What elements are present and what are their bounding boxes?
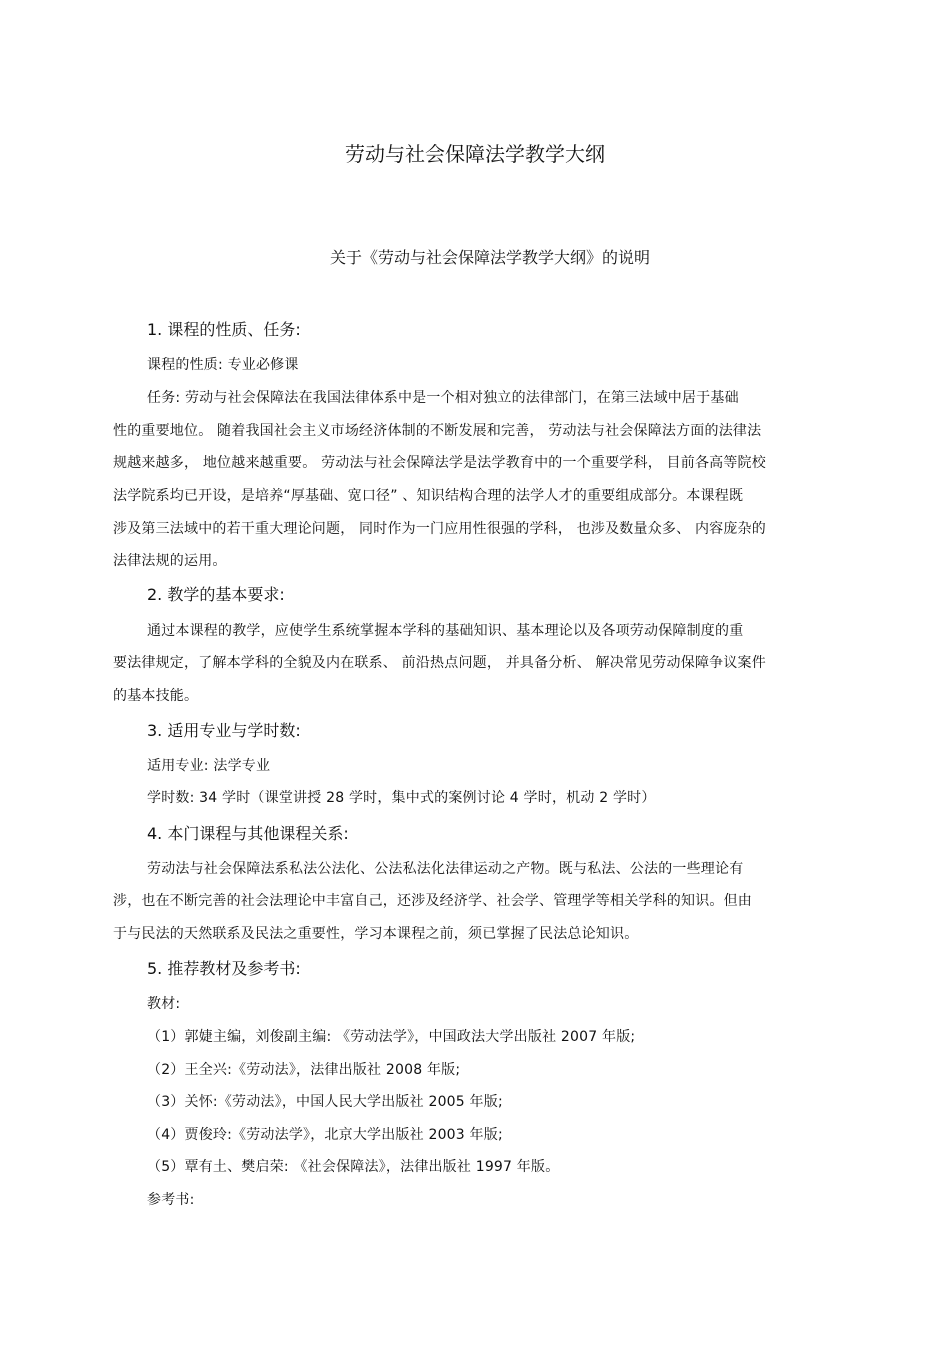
section-4-heading: 4. 本门课程与其他课程关系: — [147, 824, 349, 843]
references-label: 参考书: — [147, 1192, 195, 1208]
paragraph-line: 于与民法的天然联系及民法之重要性，学习本课程之前，须已掌握了民法总论知识。 — [113, 926, 639, 942]
textbooks-label: 教材: — [147, 996, 181, 1012]
paragraph-line: 劳动法与社会保障法系私法公法化、公法私法化法律运动之产物。既与私法、公法的一些理论有 — [147, 861, 744, 877]
section-3-heading: 3. 适用专业与学时数: — [147, 721, 301, 740]
section-5-heading: 5. 推荐教材及参考书: — [147, 959, 301, 978]
document-title: 劳动与社会保障法学教学大纲 — [345, 142, 605, 166]
class-hours-line: 学时数: 34 学时（课堂讲授 28 学时，集中式的案例讨论 4 学时，机动 2 学时） — [147, 790, 656, 806]
paragraph-line: 的基本技能。 — [113, 688, 199, 704]
applicable-major-line: 适用专业: 法学专业 — [147, 758, 271, 774]
task-line: 法律法规的运用。 — [113, 553, 227, 569]
task-line: 任务: 劳动与社会保障法在我国法律体系中是一个相对独立的法律部门，在第三法域中居于基础 — [147, 390, 739, 406]
paragraph-line: 通过本课程的教学，应使学生系统掌握本学科的基础知识、基本理论以及各项劳动保障制度的重 — [147, 623, 744, 639]
textbook-item: （2）王全兴:《劳动法》，法律出版社 2008 年版; — [147, 1062, 461, 1078]
task-line: 规越来越多， 地位越来越重要。 劳动法与社会保障法学是法学教育中的一个重要学科， 目前各高等院校 — [113, 455, 766, 471]
task-line: 涉及第三法域中的若干重大理论问题， 同时作为一门应用性很强的学科， 也涉及数量众多、 内容庞杂的 — [113, 521, 766, 537]
section-1-heading: 1. 课程的性质、任务: — [147, 320, 301, 339]
textbook-item: （5）覃有土、樊启荣: 《社会保障法》，法律出版社 1997 年版。 — [147, 1159, 560, 1175]
task-line: 性的重要地位。 随着我国社会主义市场经济体制的不断发展和完善， 劳动法与社会保障法方面的法律法 — [113, 423, 762, 439]
section-2-heading: 2. 教学的基本要求: — [147, 585, 285, 604]
task-line: 法学院系均已开设，是培养“厚基础、宽口径” 、知识结构合理的法学人才的重要组成部分。本课程既 — [113, 488, 744, 504]
textbook-item: （3）关怀:《劳动法》，中国人民大学出版社 2005 年版; — [147, 1094, 503, 1110]
textbook-item: （4）贾俊玲:《劳动法学》，北京大学出版社 2003 年版; — [147, 1127, 503, 1143]
paragraph-line: 涉，也在不断完善的社会法理论中丰富自己，还涉及经济学、社会学、管理学等相关学科的知识。但由 — [113, 893, 752, 909]
paragraph-line: 要法律规定，了解本学科的全貌及内在联系、 前沿热点问题， 并具备分析、 解决常见劳动保障争议案件 — [113, 655, 766, 671]
textbook-item: （1）郭婕主编，刘俊副主编: 《劳动法学》，中国政法大学出版社 2007 年版; — [147, 1029, 636, 1045]
document-subtitle: 关于《劳动与社会保障法学教学大纲》的说明 — [329, 248, 650, 267]
course-nature-line: 课程的性质: 专业必修课 — [147, 357, 299, 373]
